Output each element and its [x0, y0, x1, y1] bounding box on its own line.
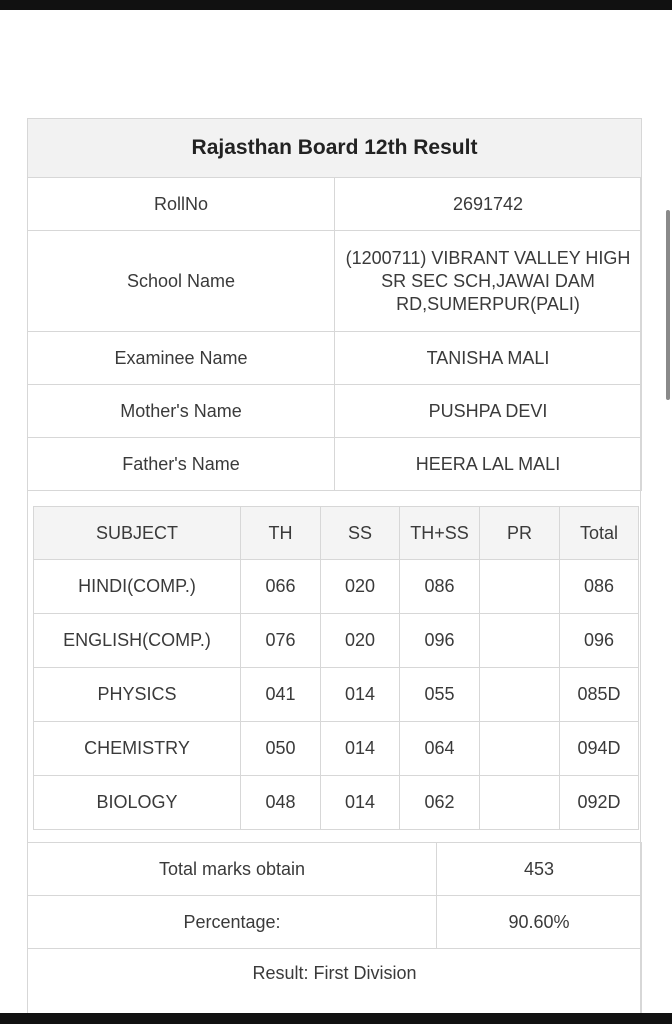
- th-cell: 066: [241, 560, 321, 614]
- school-name-label: School Name: [28, 231, 335, 332]
- thss-cell: 062: [400, 776, 480, 830]
- pr-cell: [480, 560, 560, 614]
- thss-cell: 055: [400, 668, 480, 722]
- father-name-value: HEERA LAL MALI: [335, 438, 642, 491]
- th-cell: 041: [241, 668, 321, 722]
- father-name-label: Father's Name: [28, 438, 335, 491]
- result-division: Result: First Division: [28, 949, 642, 1016]
- mother-name-value: PUSHPA DEVI: [335, 385, 642, 438]
- subject-cell: ENGLISH(COMP.): [34, 614, 241, 668]
- table-row: [34, 722, 639, 776]
- thss-cell: 064: [400, 722, 480, 776]
- info-row-rollno: [28, 178, 642, 231]
- total-cell: 094D: [560, 722, 639, 776]
- total-cell: 092D: [560, 776, 639, 830]
- info-row-father: [28, 438, 642, 491]
- title-row: [28, 119, 642, 178]
- ss-cell: 014: [321, 668, 400, 722]
- header-total: Total: [560, 507, 639, 560]
- header-subject: SUBJECT: [34, 507, 241, 560]
- percentage-label: Percentage:: [28, 896, 437, 949]
- pr-cell: [480, 614, 560, 668]
- total-cell: 086: [560, 560, 639, 614]
- pr-cell: [480, 776, 560, 830]
- header-th: TH: [241, 507, 321, 560]
- total-marks-label: Total marks obtain: [28, 843, 437, 896]
- ss-cell: 020: [321, 560, 400, 614]
- summary-table: [27, 842, 642, 1015]
- percentage-value: 90.60%: [437, 896, 642, 949]
- subject-cell: CHEMISTRY: [34, 722, 241, 776]
- marks-header-row: [34, 507, 639, 560]
- student-info-table: [27, 118, 642, 491]
- table-row: [34, 668, 639, 722]
- header-pr: PR: [480, 507, 560, 560]
- table-row: [34, 614, 639, 668]
- table-row: [34, 776, 639, 830]
- school-name-value: (1200711) VIBRANT VALLEY HIGH SR SEC SCH,JAWAI DAM RD,SUMERPUR(PALI): [335, 231, 642, 332]
- examinee-name-label: Examinee Name: [28, 332, 335, 385]
- pr-cell: [480, 668, 560, 722]
- rollno-label: RollNo: [28, 178, 335, 231]
- info-row-school: [28, 231, 642, 332]
- th-cell: 048: [241, 776, 321, 830]
- th-cell: 076: [241, 614, 321, 668]
- ss-cell: 020: [321, 614, 400, 668]
- marks-table: [33, 506, 639, 830]
- subject-cell: HINDI(COMP.): [34, 560, 241, 614]
- subject-cell: PHYSICS: [34, 668, 241, 722]
- info-row-examinee: [28, 332, 642, 385]
- subject-cell: BIOLOGY: [34, 776, 241, 830]
- result-card: [27, 118, 641, 1013]
- ss-cell: 014: [321, 776, 400, 830]
- percentage-row: [28, 896, 642, 949]
- table-row: [34, 560, 639, 614]
- examinee-name-value: TANISHA MALI: [335, 332, 642, 385]
- header-ss: SS: [321, 507, 400, 560]
- rollno-value: 2691742: [335, 178, 642, 231]
- result-title: Rajasthan Board 12th Result: [28, 119, 642, 178]
- result-row: [28, 949, 642, 1016]
- th-cell: 050: [241, 722, 321, 776]
- mother-name-label: Mother's Name: [28, 385, 335, 438]
- header-thss: TH+SS: [400, 507, 480, 560]
- total-marks-row: [28, 843, 642, 896]
- ss-cell: 014: [321, 722, 400, 776]
- top-status-bar: [0, 0, 672, 10]
- pr-cell: [480, 722, 560, 776]
- thss-cell: 096: [400, 614, 480, 668]
- thss-cell: 086: [400, 560, 480, 614]
- info-row-mother: [28, 385, 642, 438]
- scrollbar-thumb[interactable]: [666, 210, 670, 400]
- total-marks-value: 453: [437, 843, 642, 896]
- bottom-bar: [0, 1013, 672, 1024]
- total-cell: 085D: [560, 668, 639, 722]
- total-cell: 096: [560, 614, 639, 668]
